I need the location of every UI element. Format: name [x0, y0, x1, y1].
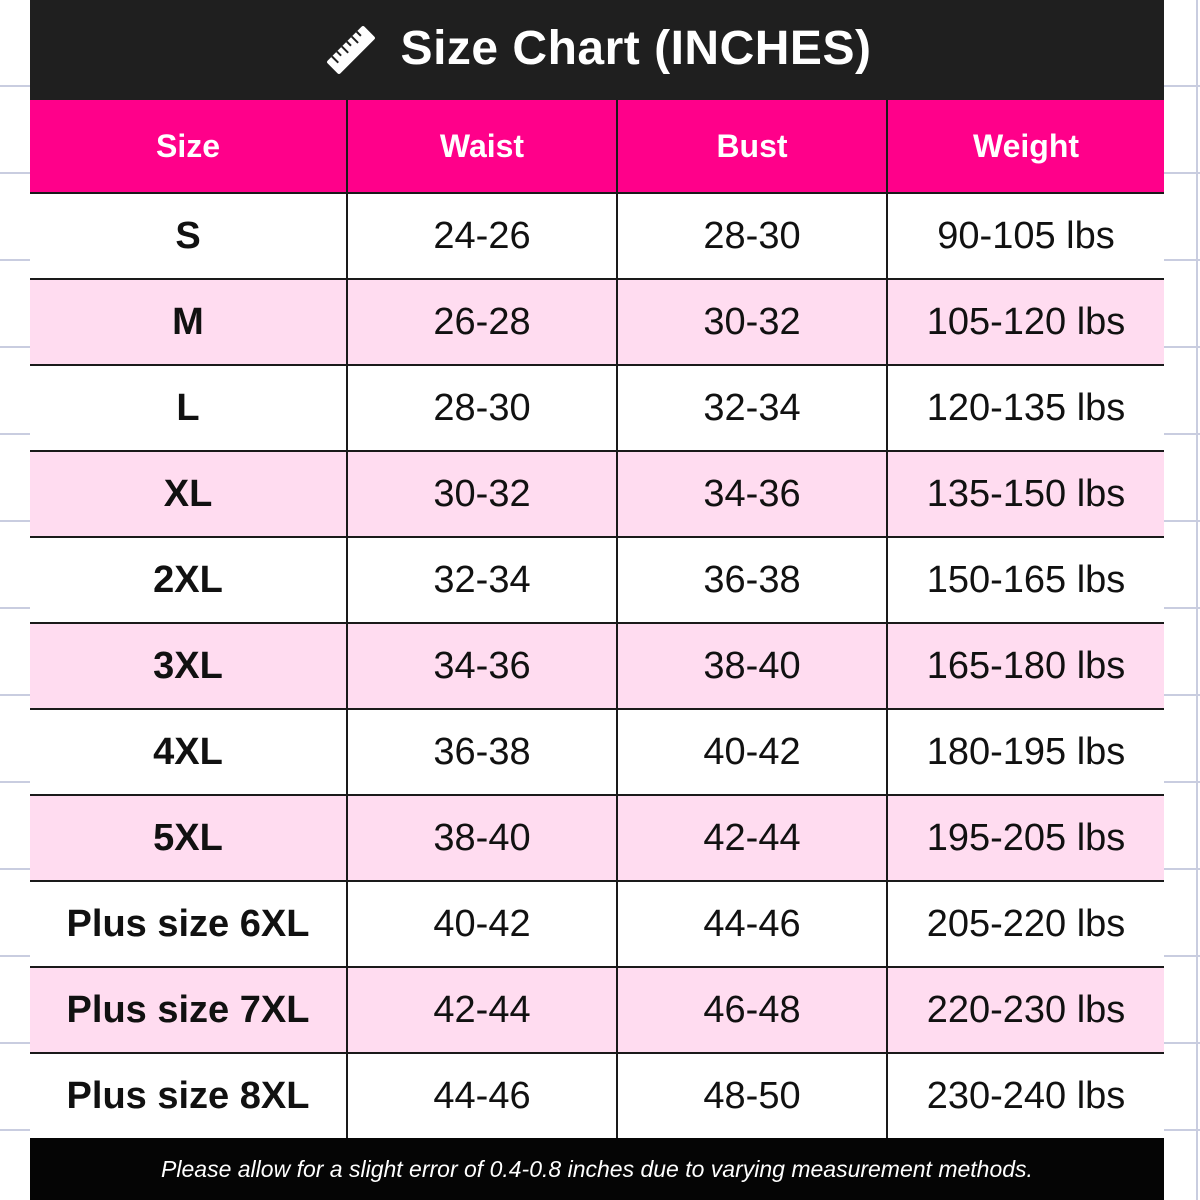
weight-cell: 90-105 lbs — [888, 194, 1164, 280]
column-header-weight: Weight — [888, 100, 1164, 194]
size-cell: Plus size 6XL — [30, 882, 348, 968]
bust-cell: 36-38 — [618, 538, 888, 624]
waist-cell: 38-40 — [348, 796, 618, 882]
waist-cell: 36-38 — [348, 710, 618, 796]
size-cell: 5XL — [30, 796, 348, 882]
waist-cell: 32-34 — [348, 538, 618, 624]
size-cell: S — [30, 194, 348, 280]
size-cell: 2XL — [30, 538, 348, 624]
weight-cell: 150-165 lbs — [888, 538, 1164, 624]
weight-cell: 105-120 lbs — [888, 280, 1164, 366]
size-cell: Plus size 7XL — [30, 968, 348, 1054]
column-header-size: Size — [30, 100, 348, 194]
waist-cell: 44-46 — [348, 1054, 618, 1140]
weight-cell: 165-180 lbs — [888, 624, 1164, 710]
size-cell: M — [30, 280, 348, 366]
column-header-bust: Bust — [618, 100, 888, 194]
bust-cell: 44-46 — [618, 882, 888, 968]
bust-cell: 48-50 — [618, 1054, 888, 1140]
weight-cell: 135-150 lbs — [888, 452, 1164, 538]
weight-cell: 220-230 lbs — [888, 968, 1164, 1054]
size-cell: Plus size 8XL — [30, 1054, 348, 1140]
waist-cell: 34-36 — [348, 624, 618, 710]
bust-cell: 32-34 — [618, 366, 888, 452]
bust-cell: 34-36 — [618, 452, 888, 538]
size-chart — [30, 0, 1164, 1200]
size-table — [30, 100, 1164, 1138]
weight-cell: 230-240 lbs — [888, 1054, 1164, 1140]
waist-cell: 40-42 — [348, 882, 618, 968]
size-cell: 4XL — [30, 710, 348, 796]
weight-cell: 195-205 lbs — [888, 796, 1164, 882]
waist-cell: 42-44 — [348, 968, 618, 1054]
waist-cell: 28-30 — [348, 366, 618, 452]
weight-cell: 205-220 lbs — [888, 882, 1164, 968]
footer-note: Please allow for a slight error of 0.4-0.8 inches due to varying measurement methods. — [30, 1138, 1164, 1200]
waist-cell: 24-26 — [348, 194, 618, 280]
bust-cell: 46-48 — [618, 968, 888, 1054]
weight-cell: 180-195 lbs — [888, 710, 1164, 796]
title-bar — [30, 0, 1164, 100]
bust-cell: 30-32 — [618, 280, 888, 366]
column-header-waist: Waist — [348, 100, 618, 194]
ruler-icon — [323, 22, 379, 78]
size-cell: XL — [30, 452, 348, 538]
waist-cell: 30-32 — [348, 452, 618, 538]
size-cell: L — [30, 366, 348, 452]
bust-cell: 38-40 — [618, 624, 888, 710]
weight-cell: 120-135 lbs — [888, 366, 1164, 452]
waist-cell: 26-28 — [348, 280, 618, 366]
page-title: Size Chart (INCHES) — [400, 21, 872, 75]
size-cell: 3XL — [30, 624, 348, 710]
bust-cell: 40-42 — [618, 710, 888, 796]
bust-cell: 28-30 — [618, 194, 888, 280]
bust-cell: 42-44 — [618, 796, 888, 882]
